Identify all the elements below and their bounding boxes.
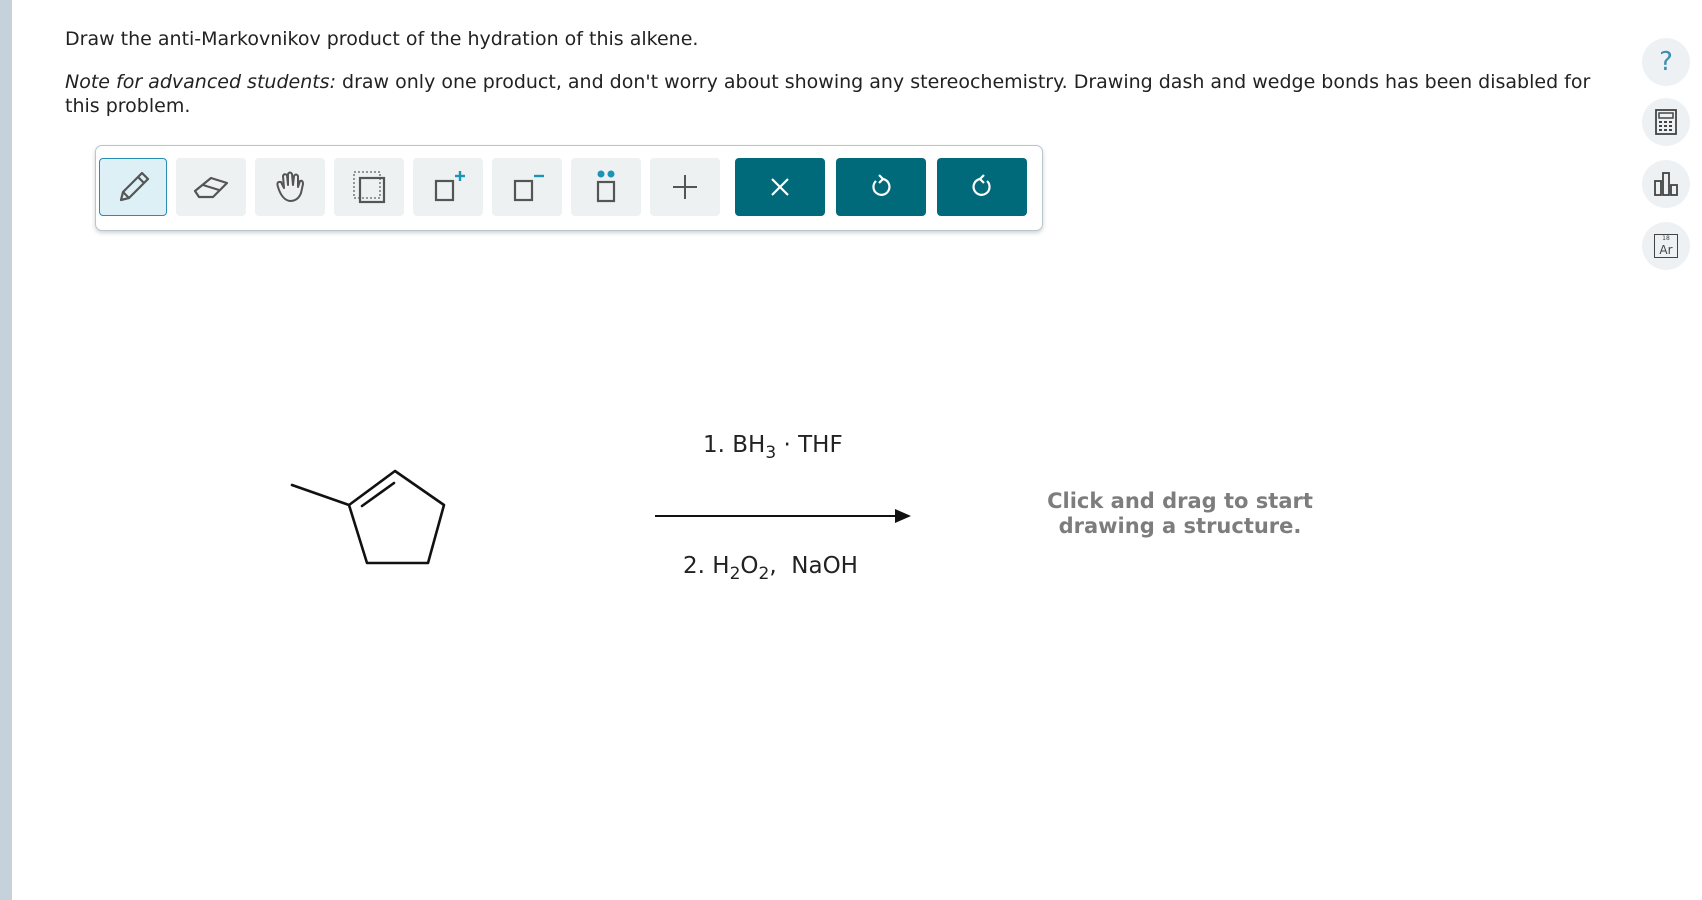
- undo-button[interactable]: [836, 158, 926, 216]
- eraser-tool-button[interactable]: [176, 158, 246, 216]
- lone-pair-tool-button[interactable]: [571, 158, 641, 216]
- step2-subscript-2: 2: [758, 564, 770, 584]
- remove-charge-tool-button[interactable]: [492, 158, 562, 216]
- selection-box-icon: [349, 167, 389, 207]
- add-charge-tool-button[interactable]: [413, 158, 483, 216]
- methyl-bond: [292, 485, 349, 505]
- lone-pair-icon: [586, 167, 626, 207]
- element-symbol: Ar: [1659, 243, 1673, 257]
- periodic-table-button[interactable]: [1642, 222, 1690, 270]
- note-label: Note for advanced students:: [65, 71, 336, 93]
- canvas-hint[interactable]: [1030, 489, 1330, 539]
- help-button[interactable]: [1642, 38, 1690, 86]
- hint-line-1: Click and drag to start: [1047, 489, 1313, 513]
- drawing-toolbar: [95, 145, 1043, 231]
- step1-subscript: 3: [765, 443, 777, 463]
- cyclopentene-ring: [349, 471, 444, 563]
- step2-oxygen: O: [740, 553, 759, 579]
- periodic-table-icon: [1654, 234, 1678, 258]
- reagent-step-2: [683, 553, 858, 584]
- reaction-arrow: [655, 506, 915, 526]
- select-box-tool-button[interactable]: [334, 158, 404, 216]
- hint-line-2: drawing a structure.: [1058, 514, 1302, 538]
- undo-icon: [867, 173, 895, 201]
- hand-tool-button[interactable]: [255, 158, 325, 216]
- close-icon: [766, 173, 794, 201]
- step2-comma: ,: [769, 553, 777, 579]
- hand-icon: [270, 167, 310, 207]
- step2-hydrogen: H: [712, 553, 730, 579]
- step1-solvent: · THF: [783, 432, 843, 458]
- pencil-tool-button[interactable]: [99, 158, 167, 216]
- clear-button[interactable]: [735, 158, 825, 216]
- negative-charge-icon: [507, 167, 547, 207]
- step2-subscript-1: 2: [729, 564, 741, 584]
- left-border-strip: [0, 0, 12, 900]
- data-button[interactable]: [1642, 160, 1690, 208]
- question-note: [65, 70, 1595, 118]
- alkene-double-bond: [362, 483, 394, 506]
- pencil-icon: [113, 167, 153, 207]
- step2-base: NaOH: [791, 553, 858, 579]
- step2-number: 2.: [683, 553, 705, 579]
- zoom-in-tool-button[interactable]: [650, 158, 720, 216]
- eraser-icon: [189, 169, 233, 205]
- note-text: draw only one product, and don't worry about showing any stereochemistry. Drawing dash and wedge bonds has been disabled for this problem.: [65, 71, 1591, 117]
- calculator-button[interactable]: [1642, 98, 1690, 146]
- redo-button[interactable]: [937, 158, 1027, 216]
- question-instruction: Draw the anti-Markovnikov product of the hydration of this alkene.: [65, 28, 699, 50]
- calculator-icon: [1652, 108, 1680, 136]
- step1-number: 1.: [703, 432, 725, 458]
- plus-icon: [667, 169, 703, 205]
- element-number: 18: [1662, 235, 1670, 242]
- question-icon: ?: [1659, 47, 1673, 77]
- step1-reagent: BH: [732, 432, 766, 458]
- reagent-step-1: [703, 432, 843, 463]
- positive-charge-icon: [428, 167, 468, 207]
- redo-icon: [968, 173, 996, 201]
- bar-chart-icon: [1651, 169, 1681, 199]
- reactant-molecule: [280, 460, 480, 600]
